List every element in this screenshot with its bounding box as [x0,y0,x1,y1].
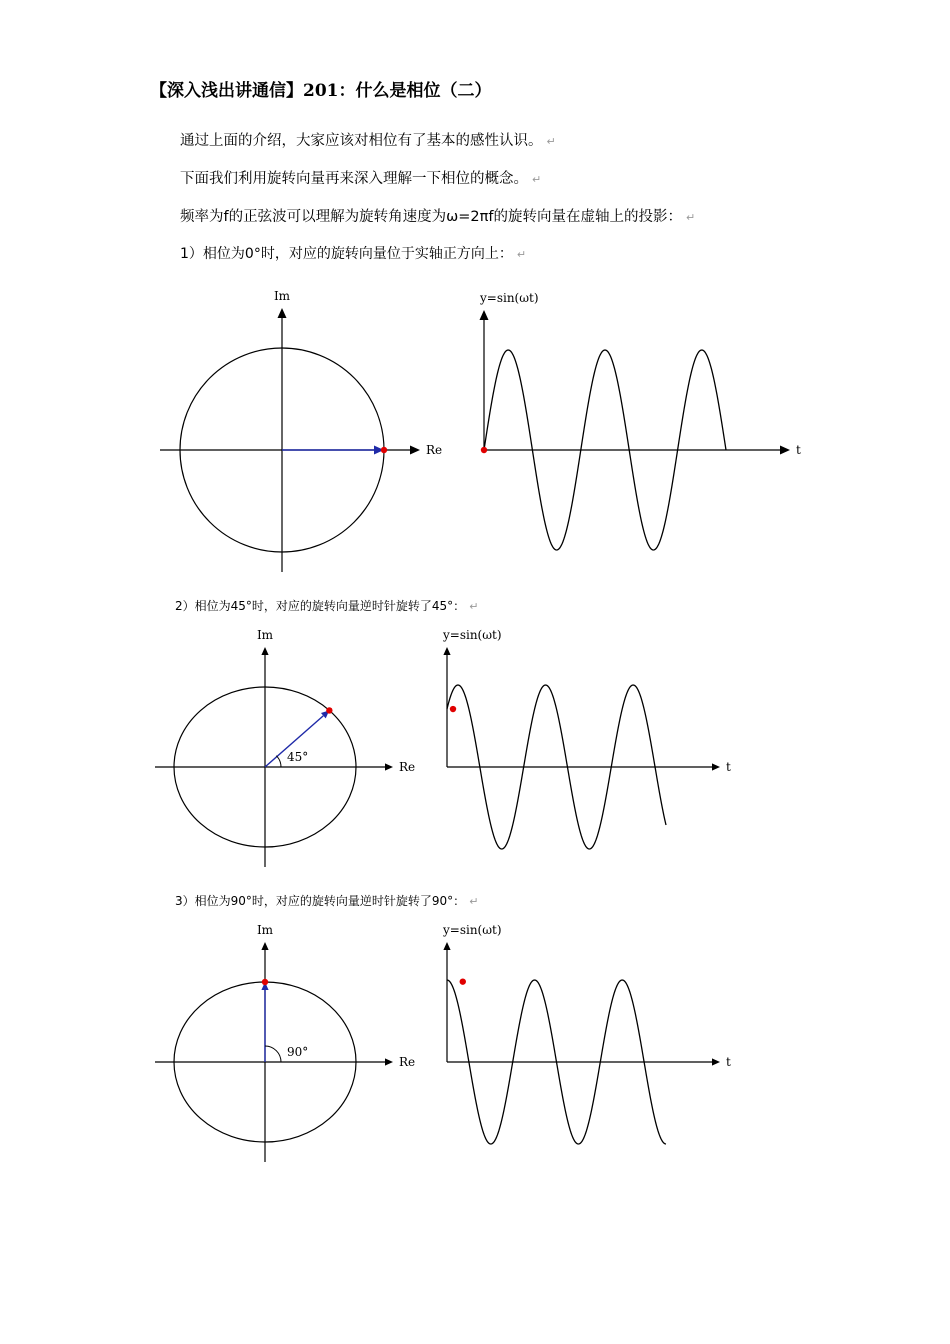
caption-text: 3）相位为90°时，对应的旋转向量逆时针旋转了90°： [175,894,466,908]
wave-label: y=sin(ωt) [443,628,502,642]
imag-axis-arrow [261,647,268,655]
angle-label: 45° [287,750,309,764]
intro-paragraph [180,205,695,226]
paragraph-mark-icon: ↵ [546,135,556,148]
imag-axis-label: Im [273,289,291,303]
time-axis-label: t [796,443,801,457]
phase-figure-0 [0,280,950,600]
phasor-tip-point [326,707,332,713]
figure-caption [175,597,478,614]
figure-caption [180,243,526,263]
amplitude-axis-arrow [480,310,489,320]
real-axis-label: Re [426,443,443,457]
real-axis-arrow [410,446,420,455]
real-axis-arrow [385,763,393,770]
paragraph-mark-icon: ↵ [469,895,479,908]
time-axis-arrow [712,763,720,770]
figure-caption [175,892,478,909]
initial-value-point [450,706,456,712]
paragraph-text: 下面我们利用旋转向量再来深入理解一下相位的概念。 [180,171,528,187]
time-axis-label: t [726,1055,731,1069]
amplitude-axis-arrow [443,942,450,950]
real-axis-label: Re [399,760,416,774]
paragraph-mark-icon: ↵ [516,248,527,261]
phasor-tip-point [262,979,268,985]
imag-axis-label: Im [256,923,274,937]
phase-figure-2 [0,920,950,1180]
page-title: 【深入浅出讲通信】201：什么是相位（二） [150,81,492,101]
real-axis-label: Re [399,1055,416,1069]
imag-axis-label: Im [256,628,274,642]
paragraph-mark-icon: ↵ [685,211,696,224]
time-axis-label: t [726,760,731,774]
angle-label: 90° [287,1045,309,1059]
wave-label: y=sin(ωt) [480,291,539,305]
phase-figure-1 [0,625,950,885]
time-axis-arrow [780,446,790,455]
real-axis-arrow [385,1058,393,1065]
phasor-tip-point [381,447,387,453]
initial-value-point [481,447,487,453]
amplitude-axis-arrow [443,647,450,655]
caption-text: 2）相位为45°时，对应的旋转向量逆时针旋转了45°： [175,599,466,613]
intro-paragraph [180,129,556,150]
time-axis-arrow [712,1058,720,1065]
imag-axis-arrow [278,308,287,318]
intro-paragraph [180,167,541,188]
imag-axis-arrow [261,942,268,950]
paragraph-text: 通过上面的介绍，大家应该对相位有了基本的感性认识。 [180,133,543,149]
angle-arc [276,756,281,767]
paragraph-text: 频率为f的正弦波可以理解为旋转角速度为ω=2πf的旋转向量在虚轴上的投影： [180,209,682,225]
wave-label: y=sin(ωt) [443,923,502,937]
angle-arc [265,1046,281,1062]
paragraph-mark-icon: ↵ [532,173,542,186]
caption-text: 1）相位为0°时，对应的旋转向量位于实轴正方向上： [180,246,513,262]
paragraph-mark-icon: ↵ [469,600,479,613]
initial-value-point [460,978,466,984]
